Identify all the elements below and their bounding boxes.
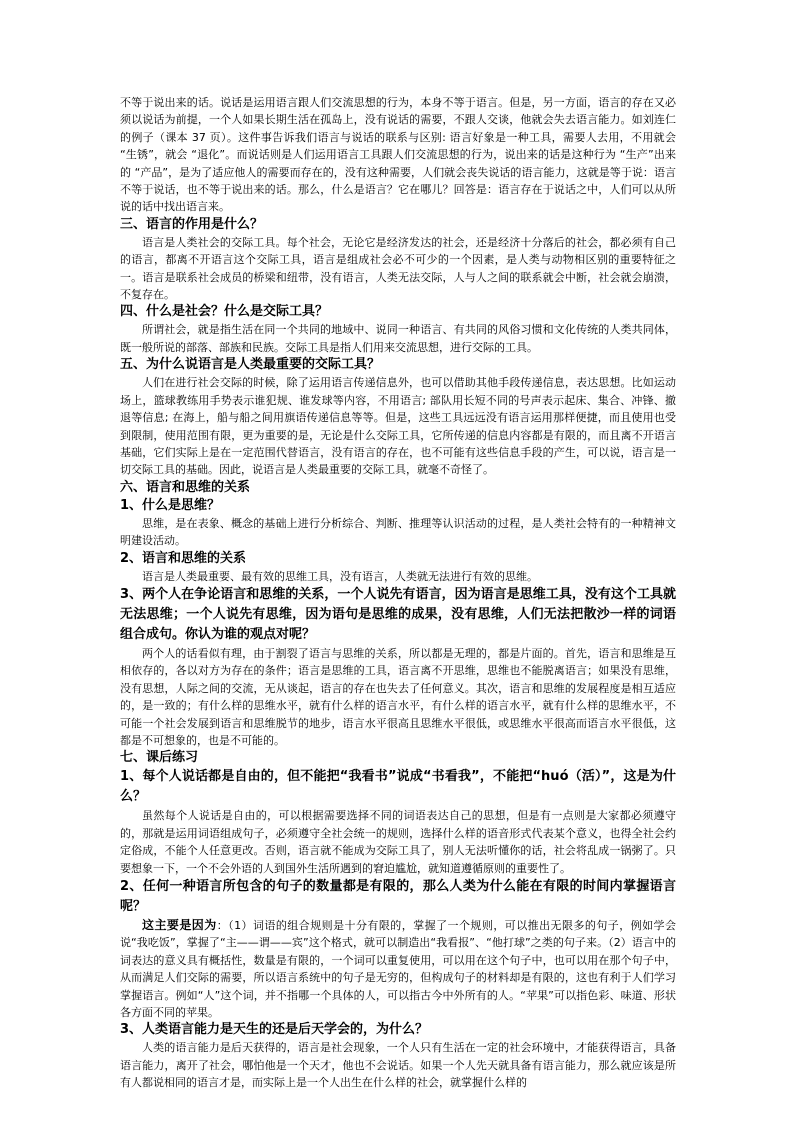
question-6-3: 3、两个人在争论语言和思维的关系，一个人说先有语言，因为语言是思维工具，没有这个工具就无法思维；一个人说先有思维，因为语句是思维的成果，没有思维，人们无法把散沙一样的词语组合成句。你认为谁的观点对呢？ [120, 586, 676, 642]
question-7-3: 3、人类语言能力是天生的还是后天学会的，为什么？ [120, 1022, 429, 1038]
document-page [120, 94, 676, 1092]
subheading-6-2: 2、语言和思维的关系 [120, 550, 247, 566]
answer-lead: 这主要是因为 [142, 918, 217, 932]
paragraph-answer-7-1: 虽然每个人说话是自由的，可以根据需要选择不同的词语表达自己的思想，但是有一点则是大家都必须遵守的，那就是运用词语组成句子，必须遵守全社会统一的规则，选择什么样的语音形式代表某个意义，也得全社会约定俗成，不能个人任意更改。否则，语言就不能成为交际工具了，别人无法听懂你的话，社会将乱成一锅粥了。只要想象一下，一个不会外语的人到国外生活所遇到的窘迫尴尬，就知道遵循原则的重要性了。 [120, 809, 676, 875]
paragraph-role: 语言是人类社会的交际工具。每个社会，无论它是经济发达的社会，还是经济十分落后的社会，都必须有自己的语言，都离不开语言这个交际工具，语言是组成社会必不可少的一个因素，是人类与动物相区别的重要特征之一。语言是联系社会成员的桥梁和纽带，没有语言，人类无法交际，人与人之间的联系就会中断，社会就会崩溃，不复存在。 [120, 235, 676, 302]
heading-7: 七、课后练习 [120, 750, 199, 766]
paragraph-answer-6-3: 两个人的话看似有理，由于割裂了语言与思维的关系，所以都是无理的，都是片面的。首先，语言和思维是互相依存的，各以对方为存在的条件；语言是思维的工具，语言离不开思维，思维也不能脱离语言；如果没有思维，没有思想，人际之间的交流，无从谈起，语言的存在也失去了任何意义。其次，语言和思维的发展程度是相互适应的，是一致的；有什么样的思维水平，就有什么样的语言水平，有什么样的语言水平，就有什么样的思维水平，不可能一个社会发展到语言和思维脱节的地步，语言水平很高且思维水平很低，或思维水平很高而语言水平很低，这都是不可想象的，也是不可能的。 [120, 646, 676, 747]
paragraph-language-thinking: 语言是人类最重要、最有效的思维工具，没有语言，人类就无法进行有效的思维。 [142, 569, 538, 583]
answer-body: ：（1）词语的组合规则是十分有限的，掌握了一个规则，可以推出无限多的句子，例如学会说“我吃饭”，掌握了“主——谓——宾”这个格式，就可以制造出“我看报”、“他打球”之类的句子来。（2）语言中的词表达的意义具有概括性，数量是有限的，一个词可以重复使用，可以用在这个句子中，也可以用在那个句子中，从而满足人们交际的需要，所以语言系统中的句子是无穷的，但构成句子的材料却是有限的，这也有利于人们学习掌握语言。例如“人”这个词，并不指哪一个具体的人，可以指古今中外所有的人。“苹果”可以指色彩、味道、形状各方面不同的苹果。 [120, 919, 676, 1020]
question-7-2: 2、任何一种语言所包含的句子的数量都是有限的，那么人类为什么能在有限的时间内掌握语言呢？ [120, 879, 676, 914]
heading-5: 五、为什么说语言是人类最重要的交际工具？ [120, 357, 381, 373]
paragraph-most-important: 人们在进行社会交际的时候，除了运用语言传递信息外，也可以借助其他手段传递信息，表达思想。比如运动场上，篮球教练用手势表示谁犯规、谁发球等内容，不用语言; 部队用长短不同的号声表示起床、集合、冲锋、撤退等信息; 在海上，船与船之间用旗语传递信息等等。但是，这些工具远远没有语言运用那样便捷，而且使用也受到限制，使用范围有限，更为重要的是，无论是什么交际工具，它所传递的信息内容都是有限的，而且离不开语言基础，它们实际上是在一定范围代替语言，没有语言的存在，也不可能有这些信息手段的产生，可以说，语言是一切交际工具的基础。因此，说语言是人类最重要的交际工具，就毫不奇怪了。 [120, 376, 676, 477]
paragraph-intro: 不等于说出来的话。说话是运用语言跟人们交流思想的行为，本身不等于语言。但是，另一方面，语言的存在又必须以说话为前提，一个人如果长期生活在孤岛上，没有说话的需要，不跟人交谈，他就会失去语言能力。如刘连仁的例子（课本 37 页）。这件事告诉我们语言与说话的联系与区别: 语言好象是一种工具，需要人去用，不用就会 “生锈”，就会 “退化”。而说话则是人们运用语言工具跟人们交流思想的行为，说出来的话是这种行为 “生产”出来的 “产品”，是为了适应他人的需要而存在的，没有这种需要，人们就会丧失说话的语言能力，这就是等于说：语言不等于说话，也不等于说出来的话。那么，什么是语言？它在哪儿？回答是：语言存在于说话之中，人们可以从所说的话中找出语言来。 [120, 96, 676, 214]
heading-4: 四、什么是社会？什么是交际工具？ [120, 304, 329, 320]
question-7-1: 1、每个人说话都是自由的，但不能把“我看书”说成“书看我”，不能把“huó（活）”，这是为什么？ [120, 769, 676, 805]
subheading-6-1: 1、什么是思维？ [120, 497, 221, 513]
paragraph-answer-7-2 [120, 917, 676, 1021]
paragraph-answer-7-3: 人类的语言能力是后天获得的，语言是社会现象，一个人只有生活在一定的社会环境中，才能获得语言，具备语言能力，离开了社会，哪怕他是一个天才，他也不会说话。如果一个人先天就具备有语言能力，那么就应该是所有人都说相同的语言才是，而实际上是一个人出生在什么样的社会，就掌握什么样的 [120, 1041, 676, 1090]
paragraph-society: 所谓社会，就是指生活在同一个共同的地域中、说同一种语言、有共同的风俗习惯和文化传统的人类共同体，既一般所说的部落、部族和民族。交际工具是指人们用来交流思想，进行交际的工具。 [120, 323, 676, 354]
heading-3: 三、语言的作用是什么？ [120, 216, 264, 232]
paragraph-thinking: 思维，是在表象、概念的基础上进行分析综合、判断、推理等认识活动的过程，是人类社会特有的一种精神文明建设活动。 [120, 516, 676, 548]
heading-6: 六、语言和思维的关系 [120, 479, 251, 495]
